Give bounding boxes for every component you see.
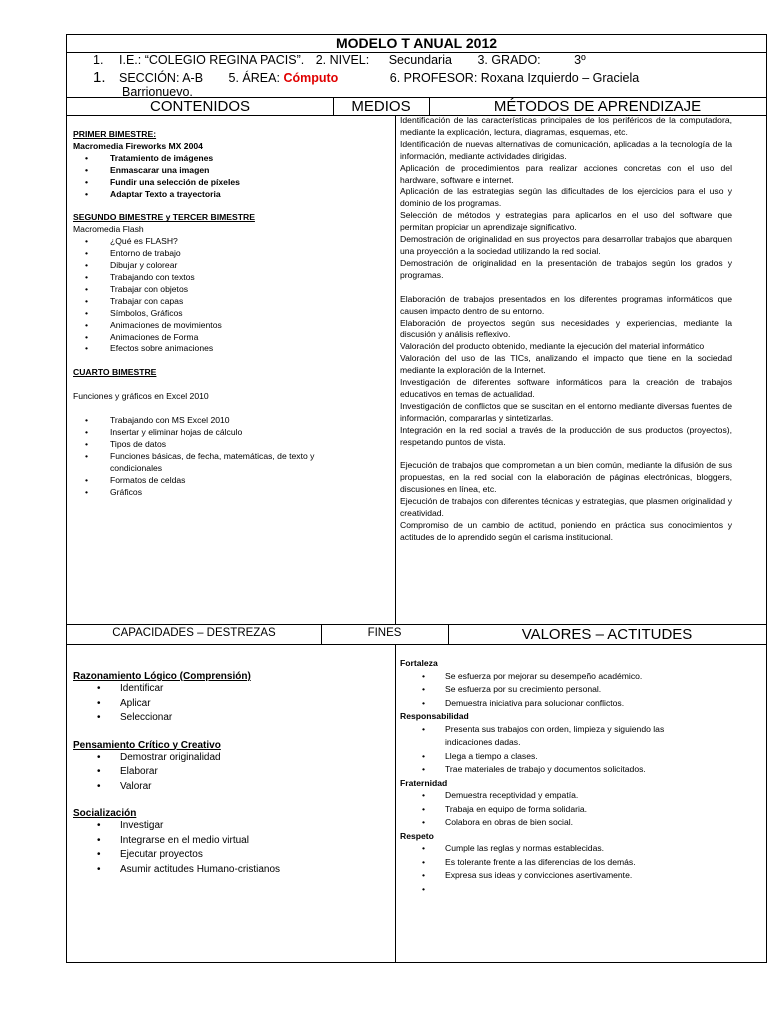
metodo-item: Valoración del producto obtenido, mediante la ejecución del material informático: [400, 341, 705, 352]
list-item: • Investigar: [73, 819, 393, 834]
nivel-label: 2. NIVEL:: [315, 53, 370, 67]
grado-value: 3º: [574, 53, 586, 67]
list-item: • Enmascarar una imagen: [73, 165, 393, 177]
header-capacidades: CAPACIDADES – DESTREZAS: [112, 627, 276, 639]
metodo-item: Investigación de diferentes software informáticos para la creación de trabajos educativos en temas de actualidad.: [400, 377, 732, 399]
list-item: • Seleccionar: [73, 711, 393, 726]
header-fines: FINES: [367, 627, 402, 639]
list-item: • Trae materiales de trabajo y documentos solicitados.: [400, 763, 730, 777]
capacidad-list: [73, 682, 393, 726]
info-line-2: [95, 69, 639, 86]
list-item: • Tratamiento de imágenes: [73, 153, 393, 165]
metodo-item: Ejecución de trabajos que comprometan a un bien común, mediante la difusión de sus propuestas, en la red social con la elaboración de páginas electrónicas, bloggers, discusiones en línea, etc.: [400, 460, 732, 495]
metodo-item: Valoración del uso de las TICs, analizando el impacto que tiene en la sociedad mediante la exploración de la Internet.: [400, 353, 732, 376]
list-item: • Insertar y eliminar hojas de cálculo: [73, 427, 393, 439]
divider: [395, 644, 396, 962]
bimestre-23-title: SEGUNDO BIMESTRE y TERCER BIMESTRE: [73, 212, 255, 223]
header-metodos: MÉTODOS DE APRENDIZAJE: [429, 97, 766, 116]
header-contenidos: CONTENIDOS: [67, 97, 333, 116]
profesor: 6. PROFESOR: Roxana Izquierdo – Graciela: [389, 71, 640, 85]
list-item: • Cumple las reglas y normas establecidas.: [400, 842, 730, 856]
list-item: • Presenta sus trabajos con orden, limpieza y siguiendo las indicaciones dadas.: [400, 723, 730, 750]
divider: [395, 115, 396, 624]
list-item: • Demostrar originalidad: [73, 751, 393, 766]
list-item: • Ejecutar proyectos: [73, 848, 393, 863]
bimestre-4-subtitle: Funciones y gráficos en Excel 2010: [73, 391, 209, 402]
list-item: • Formatos de celdas: [73, 475, 393, 487]
nivel-value: Secundaria: [388, 53, 452, 67]
bimestre-23-list: [73, 236, 393, 355]
divider: [67, 644, 766, 645]
list-item: • Efectos sobre animaciones: [73, 343, 393, 355]
list-item: • Trabajar con capas: [73, 296, 393, 308]
list-item: • Símbolos, Gráficos: [73, 308, 393, 320]
list-item: • Expresa sus ideas y convicciones asertivamente.: [400, 869, 730, 883]
list-item: • Trabajando con MS Excel 2010: [73, 415, 393, 427]
area-label: 5. ÁREA:: [228, 71, 280, 85]
valor-title: Fortaleza: [400, 658, 438, 668]
metodo-item: Compromiso de un cambio de actitud, poniendo en práctica sus conocimientos y actitudes de lo aprendido según el carisma institucional.: [400, 520, 732, 542]
list-item: • Funciones básicas, de fecha, matemáticas, de texto y condicionales: [73, 451, 393, 475]
list-item: • Gráficos: [73, 487, 393, 499]
header-valores: VALORES – ACTITUDES: [521, 626, 693, 643]
area-value: Cómputo: [283, 71, 339, 85]
list-item: • Demuestra receptividad y empatía.: [400, 789, 730, 803]
list-item: • Aplicar: [73, 697, 393, 712]
document-frame: [66, 34, 767, 963]
bimestre-4-list: [73, 415, 393, 498]
list-item: • ¿Qué es FLASH?: [73, 236, 393, 248]
list-item: • Elaborar: [73, 765, 393, 780]
list-item: • Dibujar y colorear: [73, 260, 393, 272]
list-item: • Llega a tiempo a clases.: [400, 750, 730, 764]
header-medios: MEDIOS: [333, 97, 429, 116]
capacidad-group-title: Pensamiento Crítico y Creativo: [73, 739, 221, 751]
list-item: • Animaciones de Forma: [73, 332, 393, 344]
metodo-item: Selección de métodos y estrategias para aplicarlos en el uso del software que permitan propiciar un aprendizaje significativo.: [400, 210, 732, 233]
list-item: • Tipos de datos: [73, 439, 393, 451]
list-item: • Fundir una selección de píxeles: [73, 177, 393, 189]
valor-list: [400, 842, 730, 896]
list-item: • Trabajando con textos: [73, 272, 393, 284]
list-item: • Se esfuerza por su crecimiento personal.: [400, 683, 730, 697]
list-item: • Identificar: [73, 682, 393, 697]
list-item: • Integrarse en el medio virtual: [73, 834, 393, 849]
info-number: 1.: [93, 69, 106, 86]
info-line-1: [95, 53, 586, 67]
list-item: • Asumir actitudes Humano-cristianos: [73, 863, 393, 878]
info-number: 1.: [93, 53, 104, 67]
grado-label: 3. GRADO:: [477, 53, 541, 67]
list-item: • Valorar: [73, 780, 393, 795]
valor-list: [400, 723, 730, 777]
metodo-item: Ejecución de trabajos con diferentes técnicas y estrategias, que plasmen originalidad y creatividad.: [400, 496, 732, 519]
metodo-item: Demostración de originalidad en la presentación de trabajos según los grados y programas.: [400, 257, 732, 280]
contenidos-column: [73, 129, 393, 498]
metodo-item: Elaboración de proyectos según sus necesidades y experiencias, mediante la discusión y análisis reflexivo.: [400, 317, 732, 340]
bimestre-4-title: CUARTO BIMESTRE: [73, 367, 157, 378]
institution: I.E.: “COLEGIO REGINA PACIS”.: [119, 53, 305, 67]
list-item: • Trabajar con objetos: [73, 284, 393, 296]
metodo-item: Elaboración de trabajos presentados en los diferentes programas informáticos que causen impacto dentro de su entorno.: [400, 293, 732, 316]
bimestre-23-subtitle: Macromedia Flash: [73, 224, 144, 235]
bimestre-1-list: [73, 153, 393, 201]
list-item: • Animaciones de movimientos: [73, 320, 393, 332]
divider: [429, 97, 430, 116]
capacidades-column: [73, 657, 393, 877]
valor-title: Responsabilidad: [400, 711, 469, 721]
list-item: • Colabora en obras de bien social.: [400, 816, 730, 830]
list-item: • Entorno de trabajo: [73, 248, 393, 260]
metodo-item: Demostración de originalidad en sus proyectos para desarrollar trabajos que abarquen una proyección a la sociedad utilizando la red social.: [400, 234, 732, 256]
bimestre-1-title: PRIMER BIMESTRE:: [73, 129, 157, 139]
list-item: • Demuestra iniciativa para solucionar conflictos.: [400, 697, 730, 711]
capacidad-list: [73, 819, 393, 877]
seccion: SECCIÓN: A-B: [119, 71, 204, 85]
capacidad-group-title: Socialización: [73, 808, 137, 819]
valor-title: Fraternidad: [400, 777, 448, 788]
metodo-item: Integración en la red social a través de la producción de sus productos (proyectos), respetando puntos de vista.: [400, 424, 732, 447]
list-item: • Es tolerante frente a las diferencias de los demás.: [400, 856, 730, 870]
valor-list: [400, 789, 730, 830]
profesor-continued: Barrionuevo.: [122, 85, 193, 99]
list-item: [400, 883, 730, 897]
metodo-item: Aplicación de las estrategias según las dificultades de los ejercicios para el uso y dominio de los programas.: [400, 186, 732, 209]
capacidad-group-title: Razonamiento Lógico (Comprensión): [73, 671, 251, 682]
list-item: • Trabaja en equipo de forma solidaria.: [400, 803, 730, 817]
bimestre-1-subtitle: Macromedia Fireworks MX 2004: [73, 140, 203, 151]
capacidad-list: [73, 751, 393, 795]
divider: [333, 97, 334, 116]
metodo-item: Identificación de nuevas alternativas de comunicación, aplicadas a la tecnología de la información, mediante actividades dirigidas.: [400, 138, 732, 161]
valor-title: Respeto: [400, 830, 434, 841]
metodo-item: Identificación de las características principales de los periféricos de la computadora, mediante la explicación, lectura, diagramas, esquemas, etc.: [400, 115, 732, 137]
valores-column: [400, 657, 730, 896]
metodos-column: [400, 115, 732, 544]
list-item: • Se esfuerza por mejorar su desempeño académico.: [400, 670, 730, 684]
list-item: • Adaptar Texto a trayectoria: [73, 189, 393, 201]
valor-list: [400, 670, 730, 711]
metodo-item: Aplicación de procedimientos para realizar acciones concretas con el uso del hardware, software e internet.: [400, 162, 732, 185]
page-title: MODELO T ANUAL 2012: [67, 35, 766, 53]
metodo-item: Investigación de conflictos que se suscitan en el entorno mediante diversas fuentes de información, compararlas y sintetizarlas.: [400, 400, 732, 423]
